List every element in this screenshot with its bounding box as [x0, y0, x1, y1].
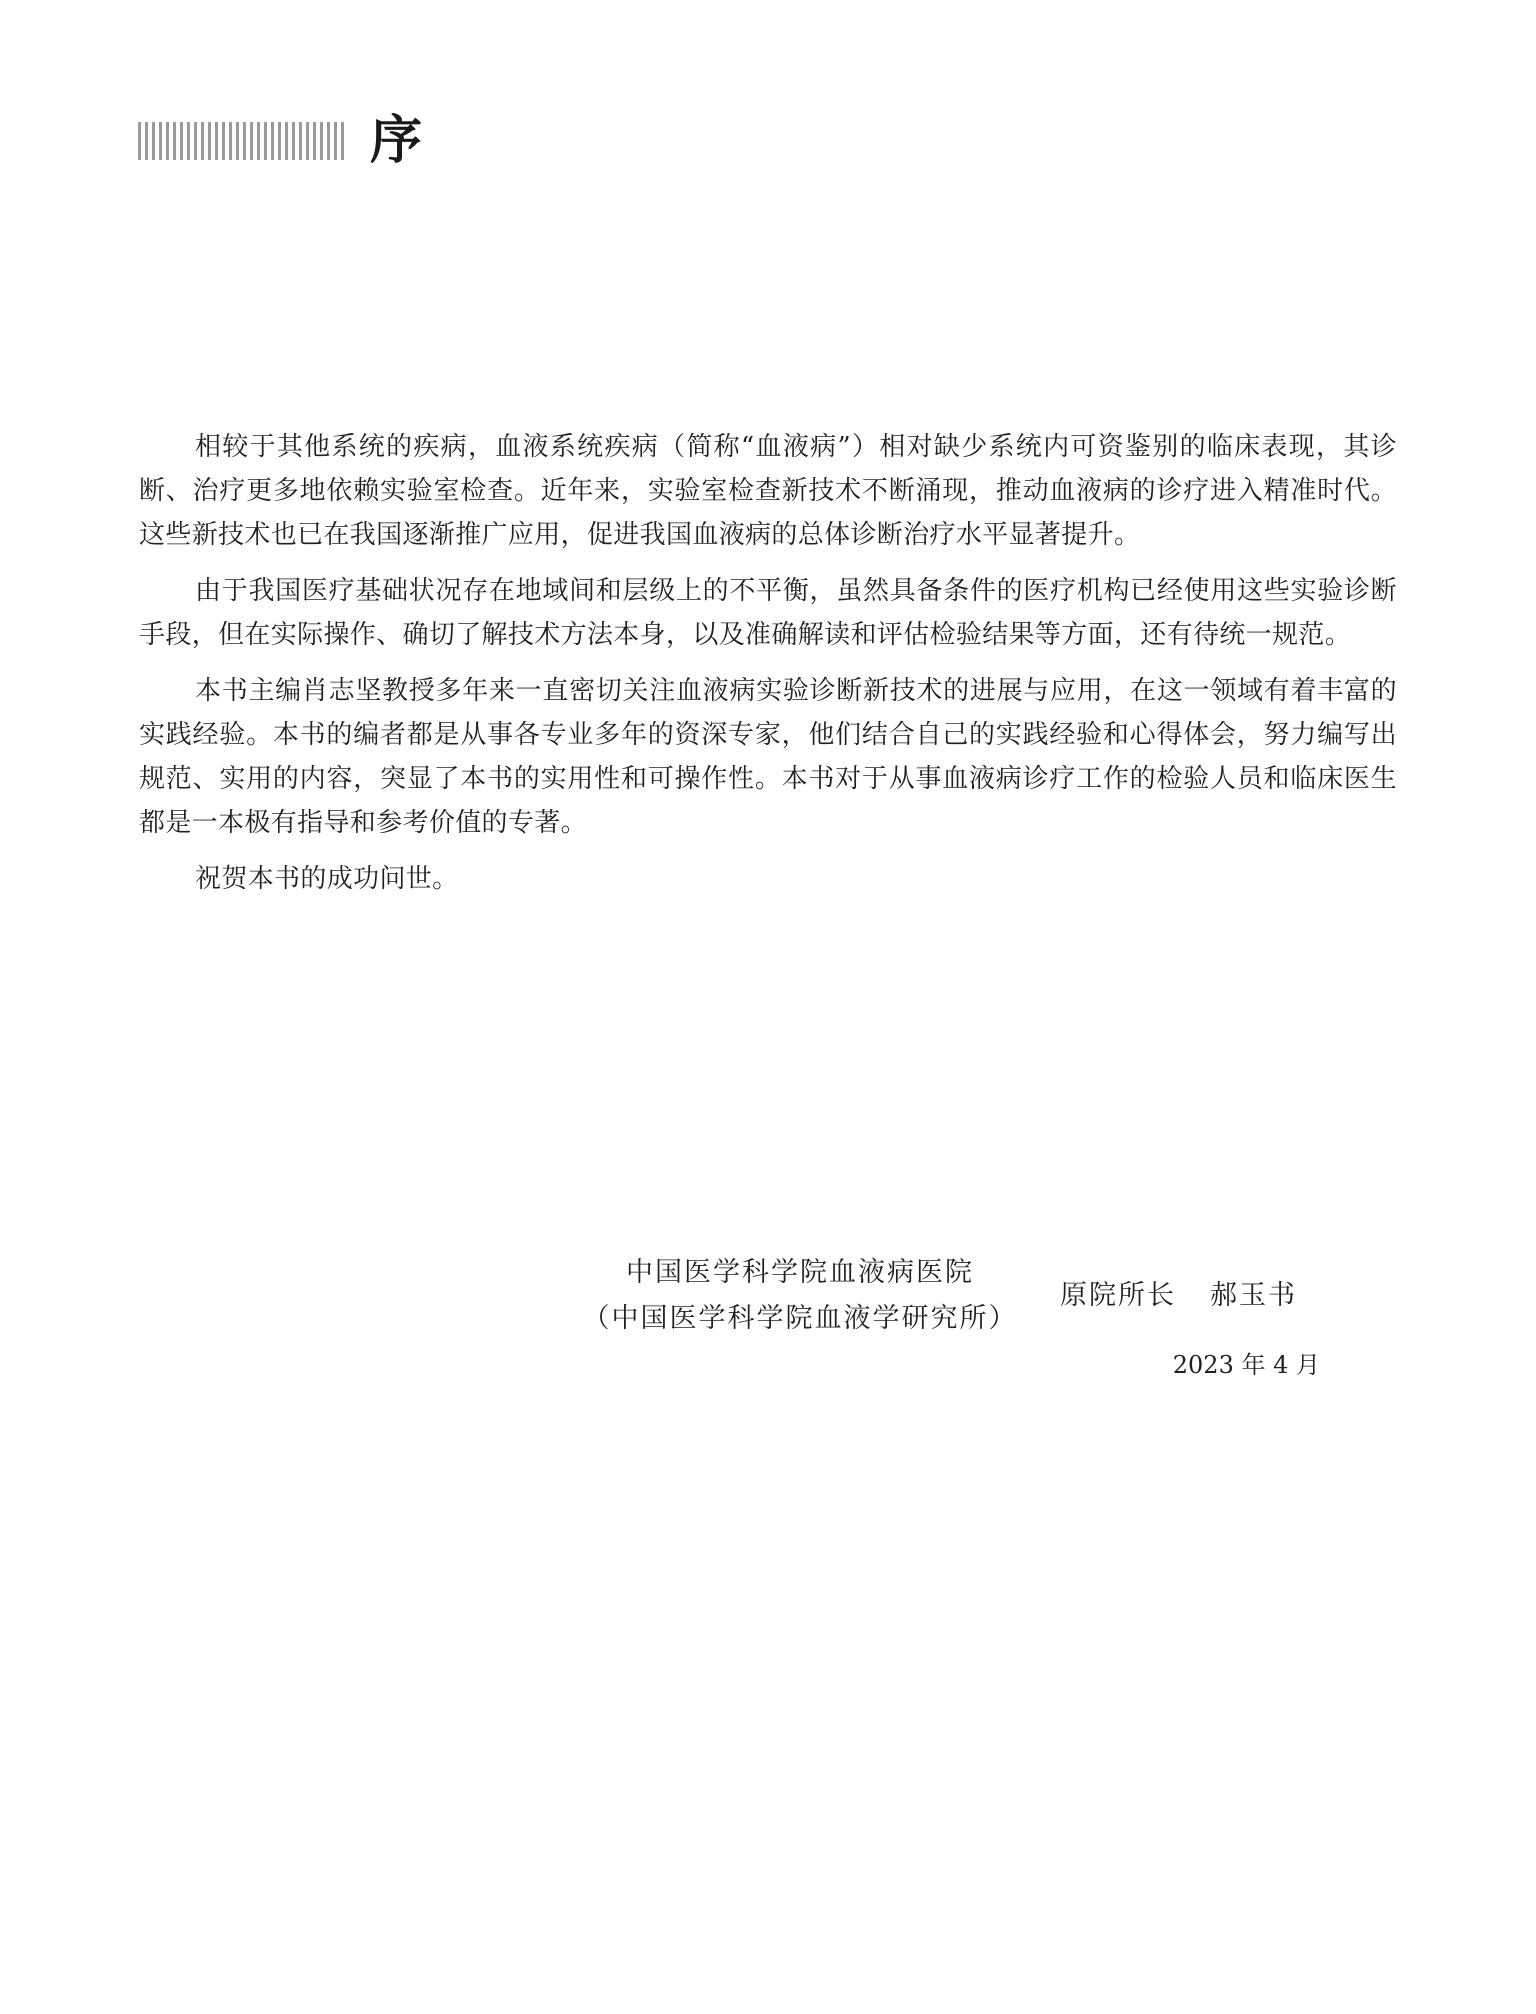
signature-organization	[560, 1250, 1040, 1342]
author-name: 郝玉书	[1210, 1280, 1297, 1311]
signature-author	[1060, 1273, 1297, 1319]
signature-block	[560, 1250, 1320, 1390]
organization-alt-name: （中国医学科学院血液学研究所）	[582, 1303, 1018, 1334]
page-title: 序	[370, 111, 423, 171]
preface-body	[139, 425, 1397, 913]
paragraph: 相较于其他系统的疾病，血液系统疾病（简称“血液病”）相对缺少系统内可资鉴别的临床表现，其诊断、治疗更多地依赖实验室检查。近年来，实验室检查新技术不断涌现，推动血液病的诊疗进入精准时代。这些新技术也已在我国逐渐推广应用，促进我国血液病的总体诊断治疗水平显著提升。	[139, 432, 1397, 550]
decorative-stripe-bar	[138, 122, 346, 160]
paragraph: 本书主编肖志坚教授多年来一直密切关注血液病实验诊断新技术的进展与应用，在这一领域有着丰富的实践经验。本书的编者都是从事各专业多年的资深专家，他们结合自己的实践经验和心得体会，努力编写出规范、实用的内容，突显了本书的实用性和可操作性。本书对于从事血液病诊疗工作的检验人员和临床医生都是一本极有指导和参考价值的专著。	[139, 676, 1397, 838]
signature-date: 2023 年 4 月	[1172, 1351, 1320, 1379]
page-header	[138, 108, 422, 174]
author-title: 原院所长	[1060, 1280, 1176, 1311]
paragraph: 祝贺本书的成功问世。	[195, 864, 459, 894]
paragraph: 由于我国医疗基础状况存在地域间和层级上的不平衡，虽然具备条件的医疗机构已经使用这些实验诊断手段，但在实际操作、确切了解技术方法本身，以及准确解读和评估检验结果等方面，还有待统一规范。	[139, 576, 1397, 650]
organization-name: 中国医学科学院血液病医院	[626, 1257, 974, 1288]
